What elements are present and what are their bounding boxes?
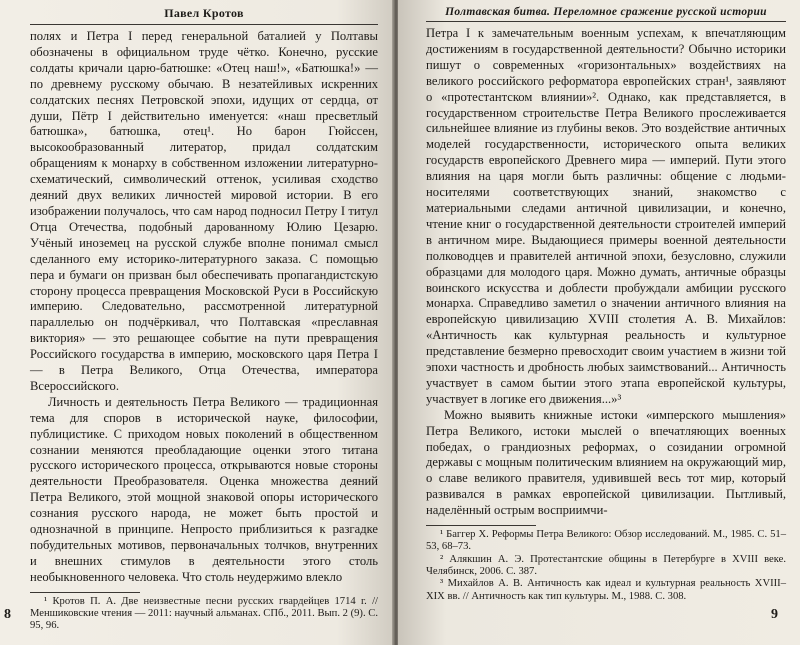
running-head-left: Павел Кротов: [30, 6, 378, 25]
page-number: 9: [771, 607, 778, 622]
footnote-divider: [30, 592, 140, 593]
footnote: ¹ Баггер Х. Реформы Петра Великого: Обзор исследований. М., 1985. С. 51–53, 68–73.: [426, 529, 786, 553]
footnote: ³ Михайлов А. В. Античность как идеал и культурная реальность XVIII–XIX вв. // Античность как тип культуры. М., 1988. С. 308.: [426, 578, 786, 602]
body-paragraph: Петра I к замечательным военным успехам, к впечатляющим достижениям в государственной деятельности? Обычно историки пишут о современных «горизонтальных» воздействиях на великого российского реформатора европейских стран¹, заявляют о «протестантском влиянии»². Однако, как представляется, в государственном строительстве Петра Великого прослеживается сильнейшее влияние из глубины веков. Это воздействие античных моделей государственности, исторического опыта великих государств европейского Древнего мира — империй. Пути этого влияния на царя могли быть различны: общение с людьми-носителями соответствующих знаний, знакомство с материальными следами античной цивилизации, и конечно, чтение книг о государственной деятельности строителей империй в античном мире. Выдающиеся примеры военной деятельности полководцев и правителей античной эпохи, безусловно, служили образцами для молодого царя. Можно думать, античные образцы воинского искусства и доблести пробуждали амбиции русского монарха. Справедливо заметил о значении античного влияния на европейскую цивилизацию XVIII столетия А. В. Михайлов: «Античность как культурная реальность и культурное представление безмерно превосходит своим участием в жизни той эпохи частность и дробность любых заимствований... Античность участвует в самом бытии этого этапа европейской культуры, участвует в логике его движения...»³: [426, 26, 786, 406]
body-paragraph: Можно выявить книжные истоки «имперского мышления» Петра Великого, истоки мыслей о впечатляющих военных победах, о грандиозных реформах, о созидании огромной державы с мощным политическим влиянием на окружающий мир, о славе великого правителя, удивившей весь тот мир, который развивался в рамках европейской цивилизации. Пытливый, наделённый острым восприимчи-: [426, 407, 786, 518]
right-page: [398, 0, 800, 645]
page-number: 8: [4, 607, 11, 622]
footnote: ² Алякшин А. Э. Протестантские общины в Петербурге в XVIII веке. Челябинск, 2006. С. 387.: [426, 553, 786, 577]
body-paragraph: Личность и деятельность Петра Великого — традиционная тема для споров в исторической науке, философии, публицистике. С приходом новых поколений в общественном сознании меняются преобладающие оценки этого титана русского исторического процесса, открываются новые стороны деятельности Преобразователя. Оценка множества деяний Петра Великого, этой мощной знаковой опоры исторического сознания русского народа, не может быть простой и однозначной в принципе. Непросто приблизиться к разгадке побудительных мотивов, первоначальных толчков, внутренних и внешних стимулов в деятельности этого столь необыкновенного человека. Что столь неудержимо влекло: [30, 394, 378, 584]
body-paragraph: полях и Петра I перед генеральной баталией у Полтавы обозначены в официальном труде чётко. Конечно, русские солдаты кричали царю-батюшке: «Отец наш!», «Батюшка!» — по древнему русскому обычаю. В незатейливых искренних солдатских песнях Петровской эпохи, идущих от сердца, от души, Пётр I действительно именуется: «наш пресветлый батюшка», батюшка, отец¹. Но барон Гюйссен, высокообразованный литератор, придал солдатским обращениям к монарху в собственном изложении литературно-схематический, символический оттенок, усиливая сходство деяний двух великих личностей мировой истории. В его изображении получалось, что сам народ подносил Петру I титул Отца Отечества, подобный дарованному Юлию Цезарю. Учёный иноземец на русской службе вполне понимал смысл сделанного ему историко-литературного заказа. С помощью пера и бумаги он призван был обеспечивать пропагандистскую сторону процесса превращения Московской Руси в Российскую империю. Следовательно, рассмотренной литературной параллелью он подчёркивал, что Полтавская «преславная виктория» — это решающее событие на пути превращения Российского государства в империю, московского царя Петра I — в Петра Великого, Отца Отечества, императора Всероссийского.: [30, 29, 378, 393]
running-head-right: Полтавская битва. Переломное сражение русской истории: [426, 6, 786, 22]
left-page: [0, 0, 396, 645]
footnote: ¹ Кротов П. А. Две неизвестные песни русских гвардейцев 1714 г. // Меншиковские чтения — 2011: научный альманах. СПб., 2011. Вып. 2 (9). С. 95, 96.: [30, 595, 378, 632]
footnote-divider: [426, 525, 536, 526]
